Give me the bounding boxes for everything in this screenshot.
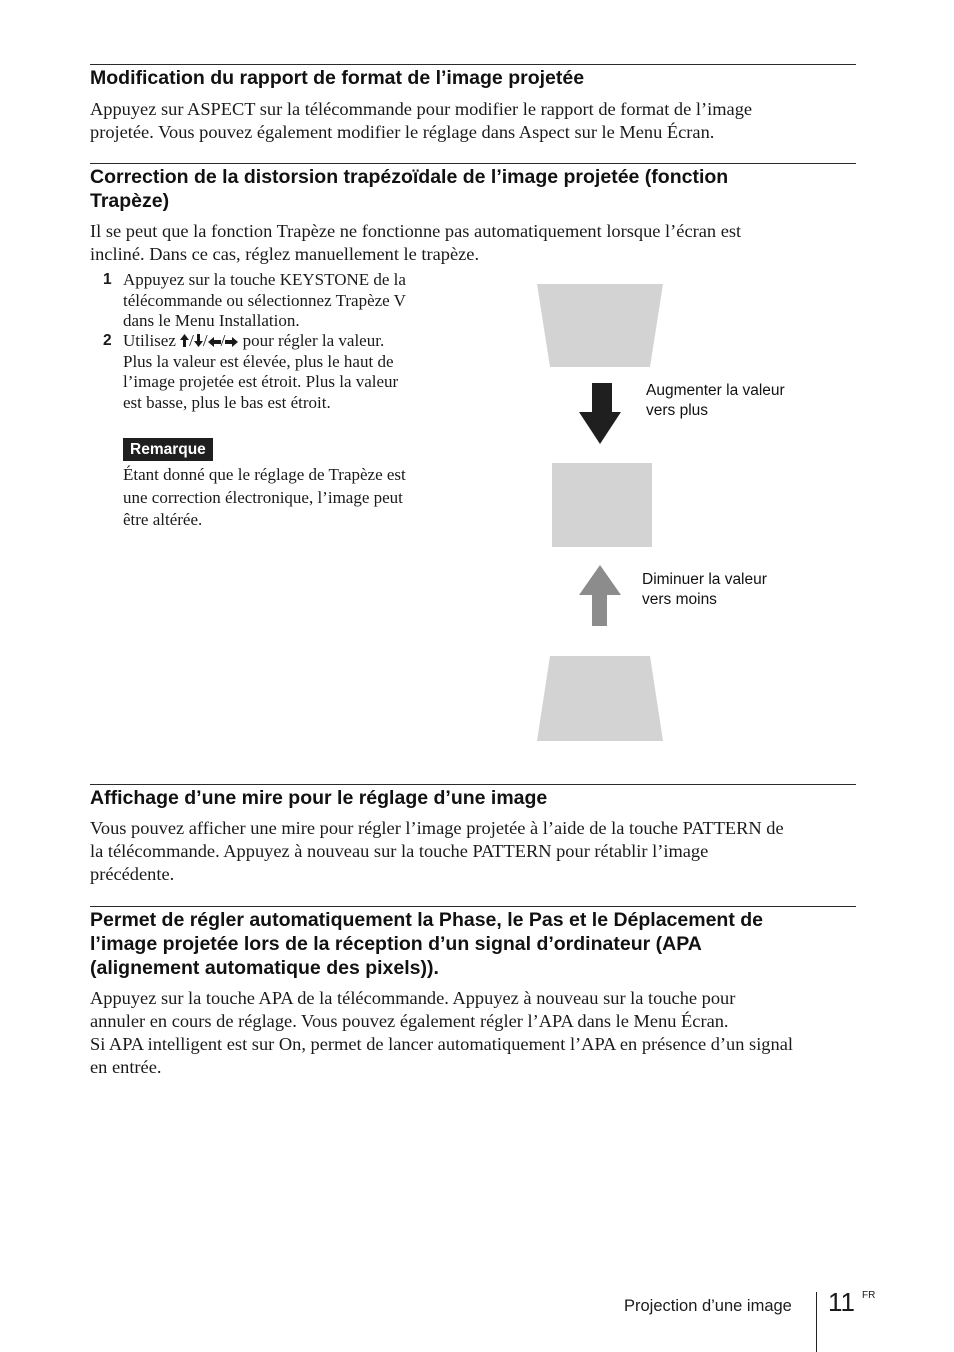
increase-caption-line-1: Augmenter la valeur [646, 382, 785, 399]
keystone-intro-line-1: Il se peut que la fonction Trapèze ne fonctionne pas automatiquement lorsque l’écran est [90, 221, 742, 241]
page-number: 11 [828, 1287, 855, 1317]
note-badge: Remarque [123, 438, 213, 461]
aspect-paragraph [90, 98, 860, 144]
heading-apa [90, 908, 856, 980]
heading-keystone-line-1: Correction de la distorsion trapézoïdale de l’image projetée (fonction [90, 166, 729, 188]
aspect-line-1: Appuyez sur ASPECT sur la télécommande pour modifier le rapport de format de l’image [90, 99, 753, 119]
apa-line-1: Appuyez sur la touche APA de la télécommande. Appuyez à nouveau sur la touche pour [90, 988, 736, 1008]
rectangle-corrected [552, 463, 652, 547]
keystone-intro-line-2: incliné. Dans ce cas, réglez manuellement le trapèze. [90, 244, 480, 264]
note-line-1: Étant donné que le réglage de Trapèze est [123, 465, 406, 484]
arrow-up-light [579, 565, 621, 626]
arrow-down-icon [194, 334, 203, 347]
apa-line-3: Si APA intelligent est sur On, permet de lancer automatiquement l’APA en présence d’un signal [90, 1034, 793, 1054]
decrease-caption-line-1: Diminuer la valeur [642, 571, 767, 588]
step-2-prefix: Utilisez [123, 331, 181, 350]
step-2-suffix: pour régler la valeur. [238, 331, 385, 350]
heading-apa-line-3: (alignement automatique des pixels)). [90, 957, 439, 979]
step-2-text [123, 331, 463, 413]
step-2-line-3: l’image projetée est étroit. Plus la valeur [123, 372, 399, 391]
keystone-intro [90, 220, 860, 266]
heading-apa-line-2: l’image projetée lors de la réception d’un signal d’ordinateur (APA [90, 933, 702, 955]
section-rule-keystone [90, 163, 856, 164]
section-rule-aspect [90, 64, 856, 65]
step-1-number: 1 [103, 271, 112, 288]
note-line-2: une correction électronique, l’image peut [123, 487, 403, 507]
pattern-line-2: la télécommande. Appuyez à nouveau sur la touche PATTERN pour rétablir l’image [90, 841, 709, 861]
section-rule-apa [90, 906, 856, 907]
step-2-line-2: Plus la valeur est élevée, plus le haut de [123, 351, 394, 371]
arrow-right-icon [225, 337, 238, 347]
heading-aspect: Modification du rapport de format de l’image projetée [90, 67, 585, 89]
step-1-line-1: Appuyez sur la touche KEYSTONE de la [123, 270, 406, 289]
heading-apa-line-1: Permet de régler automatiquement la Phase, le Pas et le Déplacement de [90, 909, 764, 931]
step-2-line-1: Utilisez / / / pour régler la valeur. [123, 331, 385, 350]
apa-paragraph [90, 987, 860, 1079]
aspect-line-2: projetée. Vous pouvez également modifier le réglage dans Aspect sur le Menu Écran. [90, 122, 715, 142]
footer-section-label: Projection d’une image [624, 1297, 792, 1315]
heading-pattern: Affichage d’une mire pour le réglage d’une image [90, 787, 548, 809]
note-text [123, 464, 463, 532]
keystone-diagram [530, 280, 680, 745]
trapezoid-bottom-wide [537, 656, 663, 741]
pattern-line-3: précédente. [90, 864, 175, 884]
step-1-line-2: télécommande ou sélectionnez Trapèze V [123, 290, 406, 310]
note-line-3: être altérée. [123, 510, 203, 529]
decrease-caption-line-2: vers moins [642, 591, 717, 608]
increase-caption-line-2: vers plus [646, 402, 709, 419]
pattern-paragraph [90, 817, 860, 886]
footer-divider [816, 1292, 817, 1352]
trapezoid-top-wide [537, 284, 663, 367]
apa-line-2: annuler en cours de réglage. Vous pouvez également régler l’APA dans le Menu Écran. [90, 1011, 729, 1031]
arrow-up-icon [180, 334, 189, 347]
arrow-left-icon [208, 337, 221, 347]
step-2-line-4: est basse, plus le bas est étroit. [123, 392, 331, 412]
decrease-caption [642, 570, 767, 610]
arrow-down-dark [579, 383, 621, 444]
heading-keystone-line-2: Trapèze) [90, 190, 170, 212]
step-1-line-3: dans le Menu Installation. [123, 311, 300, 330]
increase-caption [646, 381, 785, 421]
step-1-text [123, 270, 463, 332]
language-tag: FR [862, 1290, 876, 1301]
step-2-number: 2 [103, 332, 112, 349]
heading-keystone [90, 165, 856, 213]
apa-line-4: en entrée. [90, 1057, 162, 1077]
pattern-line-1: Vous pouvez afficher une mire pour régler l’image projetée à l’aide de la touche PATTERN de [90, 818, 784, 838]
section-rule-pattern [90, 784, 856, 785]
